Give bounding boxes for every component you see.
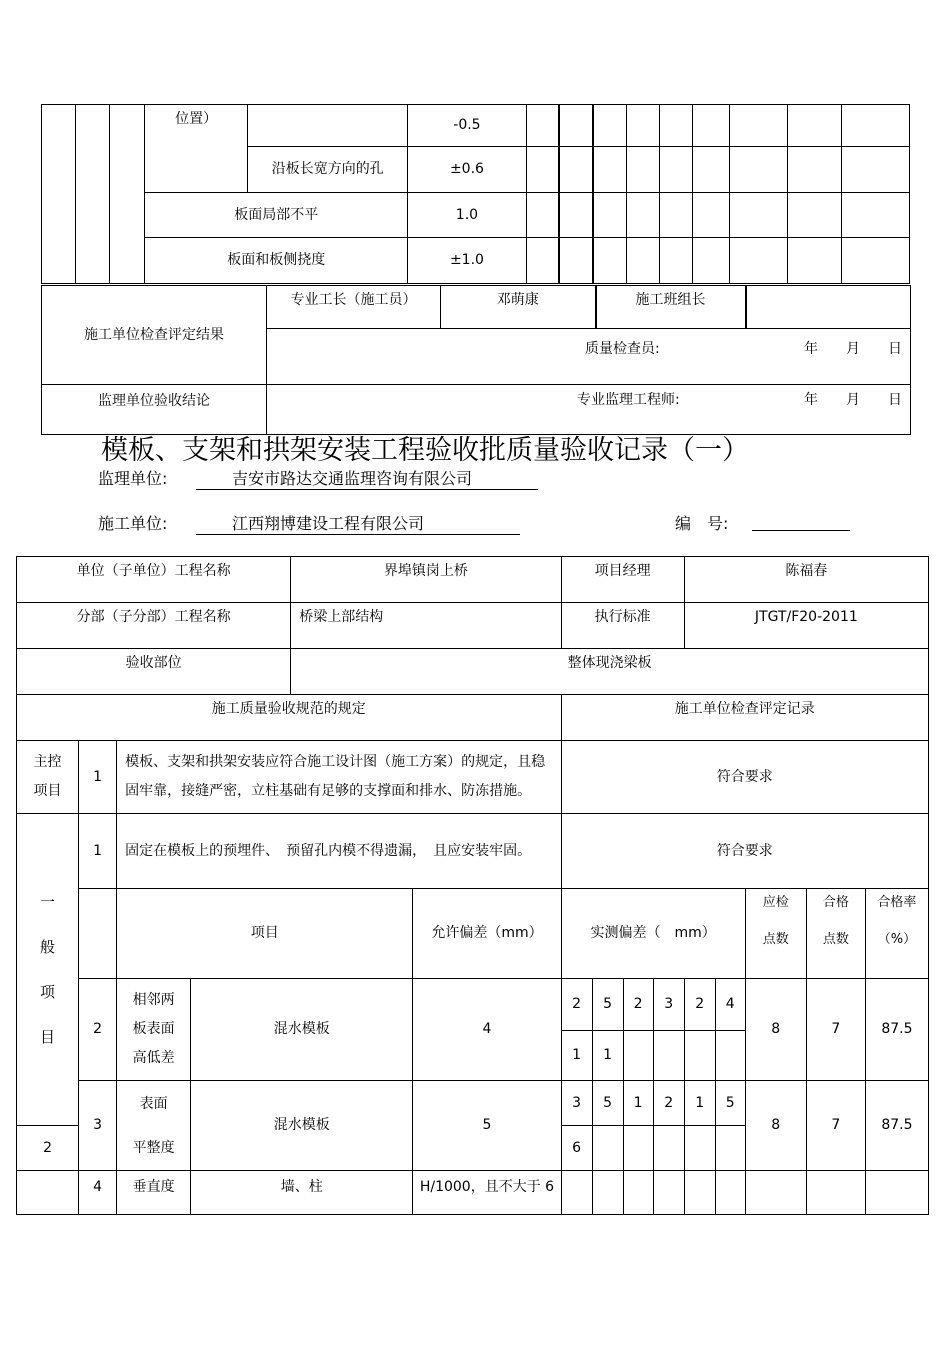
- construction-unit-label: 施工单位:: [98, 514, 168, 533]
- allowed-value: ±0.6: [408, 147, 526, 193]
- measured-cell: 5: [592, 1081, 623, 1126]
- general-item1-text: 固定在模板上的预埋件、 预留孔内模不得遗漏， 且应安装牢固。: [117, 814, 561, 889]
- allowed-value: 1.0: [408, 193, 526, 238]
- row-pass-points: 7: [806, 979, 865, 1081]
- foreman-label: 专业工长（施工员）: [267, 286, 441, 329]
- measured-cell: 3: [561, 1081, 592, 1126]
- project-name: 界埠镇岗上桥: [291, 557, 561, 603]
- measured-cell: [715, 1031, 745, 1081]
- foreman-name: 邓萌康: [441, 286, 596, 329]
- team-leader-label: 施工班组长: [596, 286, 746, 329]
- supervision-engineer-label: 专业监理工程师:: [577, 392, 680, 408]
- measured-cell: 6: [561, 1126, 592, 1171]
- supervision-unit-label: 监理单位:: [98, 469, 168, 488]
- item-surface-unevenness: 板面局部不平: [145, 193, 408, 238]
- supervision-conclusion-label: 监理单位验收结论: [42, 385, 267, 435]
- row-pass-rate: 87.5: [865, 1081, 928, 1171]
- measured-cell: [592, 1126, 623, 1171]
- row-pass-points: 7: [806, 1081, 865, 1171]
- contractor-result-label: 施工单位检查评定结果: [42, 286, 267, 385]
- measured-cell: 2: [623, 979, 653, 1031]
- measured-cell: 4: [715, 979, 745, 1031]
- date-year: 年: [804, 341, 818, 357]
- measured-cell: [653, 1031, 684, 1081]
- allowed-value: -0.5: [408, 105, 526, 147]
- record-header: 施工单位检查评定记录: [561, 695, 928, 741]
- top-sign-table: [41, 285, 911, 435]
- main-table: [16, 556, 929, 1215]
- col-pass-points-header: 合格 点数: [806, 889, 865, 979]
- main-item-no: 1: [79, 741, 117, 814]
- measured-cell: 3: [653, 979, 684, 1031]
- acceptance-part-label: 验收部位: [17, 649, 291, 695]
- measured-cell: 5: [715, 1081, 745, 1126]
- measured-cell: 1: [592, 1031, 623, 1081]
- col-item-header: 项目: [117, 889, 413, 979]
- item-position-tail: 位置）: [145, 105, 248, 193]
- supervision-engineer-cell: [267, 385, 911, 435]
- measured-cell: 1: [561, 1031, 592, 1081]
- standard-value: JTGT/F20-2011: [684, 603, 928, 649]
- measured-cell: [684, 1031, 715, 1081]
- measured-cell: 2: [561, 979, 592, 1031]
- row-allowed: 4: [413, 979, 561, 1081]
- measured-cell: 1: [684, 1081, 715, 1126]
- measured-cell: [653, 1126, 684, 1171]
- row-no: 4: [79, 1171, 117, 1215]
- date-month: 月: [846, 392, 860, 408]
- row-check-points: 8: [745, 1081, 806, 1171]
- measured-cell: 5: [592, 979, 623, 1031]
- quality-inspector-label: 质量检查员:: [585, 341, 660, 357]
- col-measured-header: 实测偏差（ mm）: [561, 889, 745, 979]
- main-item-result: 符合要求: [561, 741, 928, 814]
- manager-label: 项目经理: [561, 557, 684, 603]
- date-day: 日: [888, 392, 902, 408]
- date-day: 日: [888, 341, 902, 357]
- measured-cell: 1: [623, 1081, 653, 1126]
- manager-name: 陈福春: [684, 557, 928, 603]
- quality-inspector-cell: [267, 329, 911, 385]
- row-allowed: H/1000，且不大于 6: [413, 1171, 561, 1215]
- item-deflection: 板面和板侧挠度: [145, 238, 408, 284]
- date-year: 年: [804, 392, 818, 408]
- construction-unit-value: 江西翔博建设工程有限公司: [232, 514, 425, 533]
- general-item1-result: 符合要求: [561, 814, 928, 889]
- row-no: 3: [79, 1081, 117, 1171]
- number-label: 编 号:: [675, 514, 729, 533]
- row-no: 2: [79, 979, 117, 1081]
- allowed-value: ±1.0: [408, 238, 526, 284]
- general-item1-no: 1: [79, 814, 117, 889]
- measured-cell: 2: [684, 979, 715, 1031]
- col-check-points-header: 应检 点数: [745, 889, 806, 979]
- document-title: 模板、支架和拱架安装工程验收批质量验收记录（一）: [101, 435, 749, 466]
- date-month: 月: [846, 341, 860, 357]
- measured-cell: 2: [653, 1081, 684, 1126]
- row-allowed: 5: [413, 1081, 561, 1171]
- measured-cell: [623, 1031, 653, 1081]
- row-item: 相邻两 板表面 高低差: [117, 979, 191, 1081]
- sub-item-hole: 沿板长宽方向的孔: [248, 147, 408, 193]
- standard-label: 执行标准: [561, 603, 684, 649]
- top-table: [41, 104, 910, 284]
- row-sub-item: 混水模板: [191, 979, 413, 1081]
- general-items-label: 一 般 项 目: [17, 814, 79, 1126]
- measured-cell: [623, 1126, 653, 1171]
- construction-unit-field: [196, 511, 520, 535]
- sub-project-name: 桥梁上部结构: [291, 603, 561, 649]
- measured-cell: 2: [17, 1126, 79, 1171]
- row-sub-item: 混水模板: [191, 1081, 413, 1171]
- spec-header: 施工质量验收规范的规定: [17, 695, 562, 741]
- row-sub-item: 墙、柱: [191, 1171, 413, 1215]
- main-item-text: 模板、支架和拱架安装应符合施工设计图（施工方案）的规定，且稳固牢靠，接缝严密，立柱基础有足够的支撑面和排水、防冻措施。: [117, 741, 561, 814]
- col-allowed-header: 允许偏差（mm）: [413, 889, 561, 979]
- supervision-unit-value: 吉安市路达交通监理咨询有限公司: [232, 469, 473, 488]
- number-field: [752, 511, 850, 531]
- sub-project-label: 分部（子分部）工程名称: [17, 603, 291, 649]
- measured-cell: [684, 1126, 715, 1171]
- row-pass-rate: 87.5: [865, 979, 928, 1081]
- row-item: 表面 平整度: [117, 1081, 191, 1171]
- main-control-label: 主控 项目: [17, 741, 79, 814]
- col-pass-rate-header: 合格率 （%）: [865, 889, 928, 979]
- row-item: 垂直度: [117, 1171, 191, 1215]
- project-name-label: 单位（子单位）工程名称: [17, 557, 291, 603]
- acceptance-part-value: 整体现浇梁板: [291, 649, 929, 695]
- row-check-points: 8: [745, 979, 806, 1081]
- supervision-unit-field: [196, 466, 538, 490]
